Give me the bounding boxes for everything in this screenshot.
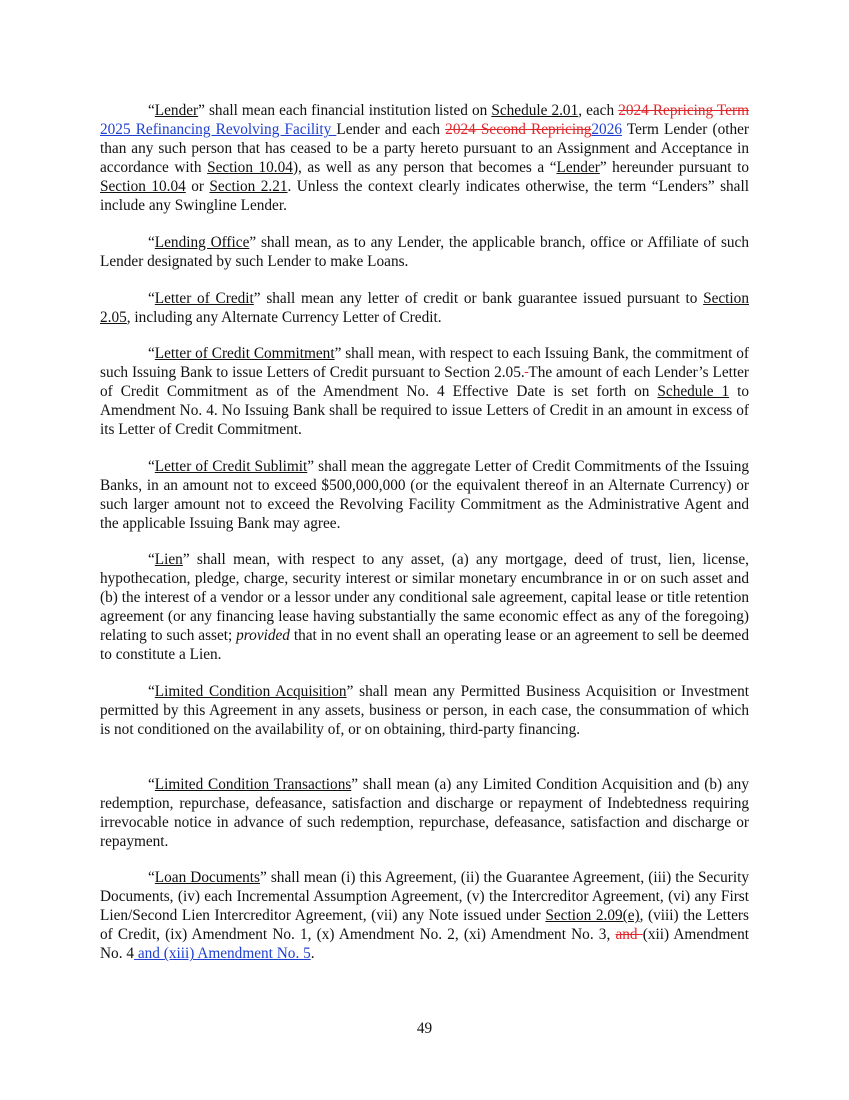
deleted-text: and	[615, 926, 643, 944]
defined-term: Letter of Credit Commitment	[154, 345, 335, 362]
inserted-text: 2026	[591, 121, 622, 139]
definition-lending-office: “Lending Office” shall mean, as to any Lender, the applicable branch, office or Affiliate of such Lender designated by such Lender to make Loans.	[100, 234, 749, 271]
cross-reference: Schedule 2.01	[491, 102, 579, 119]
defined-term: Letter of Credit Sublimit	[154, 458, 308, 475]
definition-loc-commitment: “Letter of Credit Commitment” shall mean, with respect to each Issuing Bank, the commitment of such Issuing Bank to issue Letters of Credit pursuant to Section 2.05. The amount of each Lender’s Letter of Credit Commitment as of the Amendment No. 4 Effective Date is set forth on Schedule 1 to Amendment No. 4. No Issuing Bank shall be required to issue Letters of Credit in an amount in excess of its Letter of Credit Commitment.	[100, 345, 750, 439]
cross-reference: Section 10.04	[100, 178, 186, 196]
definition-limited-condition-acquisition: “Limited Condition Acquisition” shall mean any Permitted Business Acquisition or Investment permitted by this Agreement in any assets, business or person, in each case, the consummation of which is not conditioned on the availability of, or on obtaining, third-party financing.	[100, 683, 749, 739]
definition-lien: “Lien” shall mean, with respect to any asset, (a) any mortgage, deed of trust, lien, license, hypothecation, pledge, charge, security interest or similar monetary encumbrance in or on such asset and (b) the interest of a vendor or a lessor under any conditional sale agreement, capital lease or title retention agreement (or any financing lease having substantially the same economic effect as any of the foregoing) relating to such asset; provided that in no event shall an operating lease or an agreement to sell be deemed to constitute a Lien.	[100, 551, 749, 664]
cross-reference: Section 10.04	[207, 159, 293, 177]
defined-term: Lien	[154, 551, 183, 568]
deleted-text: 2024 Repricing Term	[618, 102, 749, 119]
definition-loan-documents: “Loan Documents” shall mean (i) this Agreement, (ii) the Guarantee Agreement, (iii) the Security Documents, (iv) each Incremental Assumption Agreement, (v) the Intercreditor Agreement, (vi) any First Lien/Second Lien Intercreditor Agreement, (vii) any Note issued under Section 2.09(e), (viii) the Letters of Credit, (ix) Amendment No. 1, (x) Amendment No. 2, (xi) Amendment No. 3, and (xii) Amendment No. 4 and (xiii) Amendment No. 5.	[100, 869, 749, 963]
defined-term: Lender	[154, 102, 199, 119]
cross-reference: Section 2.05	[100, 290, 749, 327]
defined-term: Lending Office	[154, 234, 250, 251]
defined-term: Loan Documents	[154, 869, 260, 886]
inserted-text: and (xiii) Amendment No. 5	[134, 945, 311, 963]
deleted-text: 2024 Second Repricing	[445, 121, 592, 139]
defined-term: Limited Condition Transactions	[154, 776, 352, 793]
definition-limited-condition-transactions: “Limited Condition Transactions” shall mean (a) any Limited Condition Acquisition and (b) any redemption, repurchase, defeasance, satisfaction and discharge or repayment of Indebtedness requiring irrevocable notice in advance of such redemption, repurchase, defeasance, satisfaction and discharge or repayment.	[100, 776, 749, 851]
cross-reference: Lender	[556, 159, 600, 177]
page-number: 49	[416, 1020, 433, 1037]
definition-letter-of-credit: “Letter of Credit” shall mean any letter of credit or bank guarantee issued pursuant to Section 2.05, including any Alternate Currency Letter of Credit.	[100, 290, 749, 327]
defined-term: Letter of Credit	[154, 290, 254, 307]
definition-lender: “Lender” shall mean each financial institution listed on Schedule 2.01, each 2024 Repricing Term 2025 Refinancing Revolving Facility Lender and each 2024 Second Repricing2026 Term Lender (other than any such person that has ceased to be a party hereto pursuant to an Assignment and Acceptance in accordance with Section 10.04), as well as any person that becomes a “Lender” hereunder pursuant to Section 10.04 or Section 2.21. Unless the context clearly indicates otherwise, the term “Lenders” shall include any Swingline Lender.	[100, 102, 750, 215]
defined-term: Limited Condition Acquisition	[154, 683, 347, 700]
cross-reference: Schedule 1	[657, 383, 730, 401]
definition-loc-sublimit: “Letter of Credit Sublimit” shall mean the aggregate Letter of Credit Commitments of the Issuing Banks, in an amount not to exceed $500,000,000 (or the equivalent thereof in an Alternate Currency) or such larger amount not to exceed the Revolving Facility Commitment as the Administrative Agent and the applicable Issuing Bank may agree.	[100, 458, 749, 533]
inserted-text: 2025 Refinancing Revolving Facility	[100, 121, 337, 139]
cross-reference: Section 2.21	[209, 178, 288, 196]
cross-reference: Section 2.09(e)	[545, 907, 640, 925]
